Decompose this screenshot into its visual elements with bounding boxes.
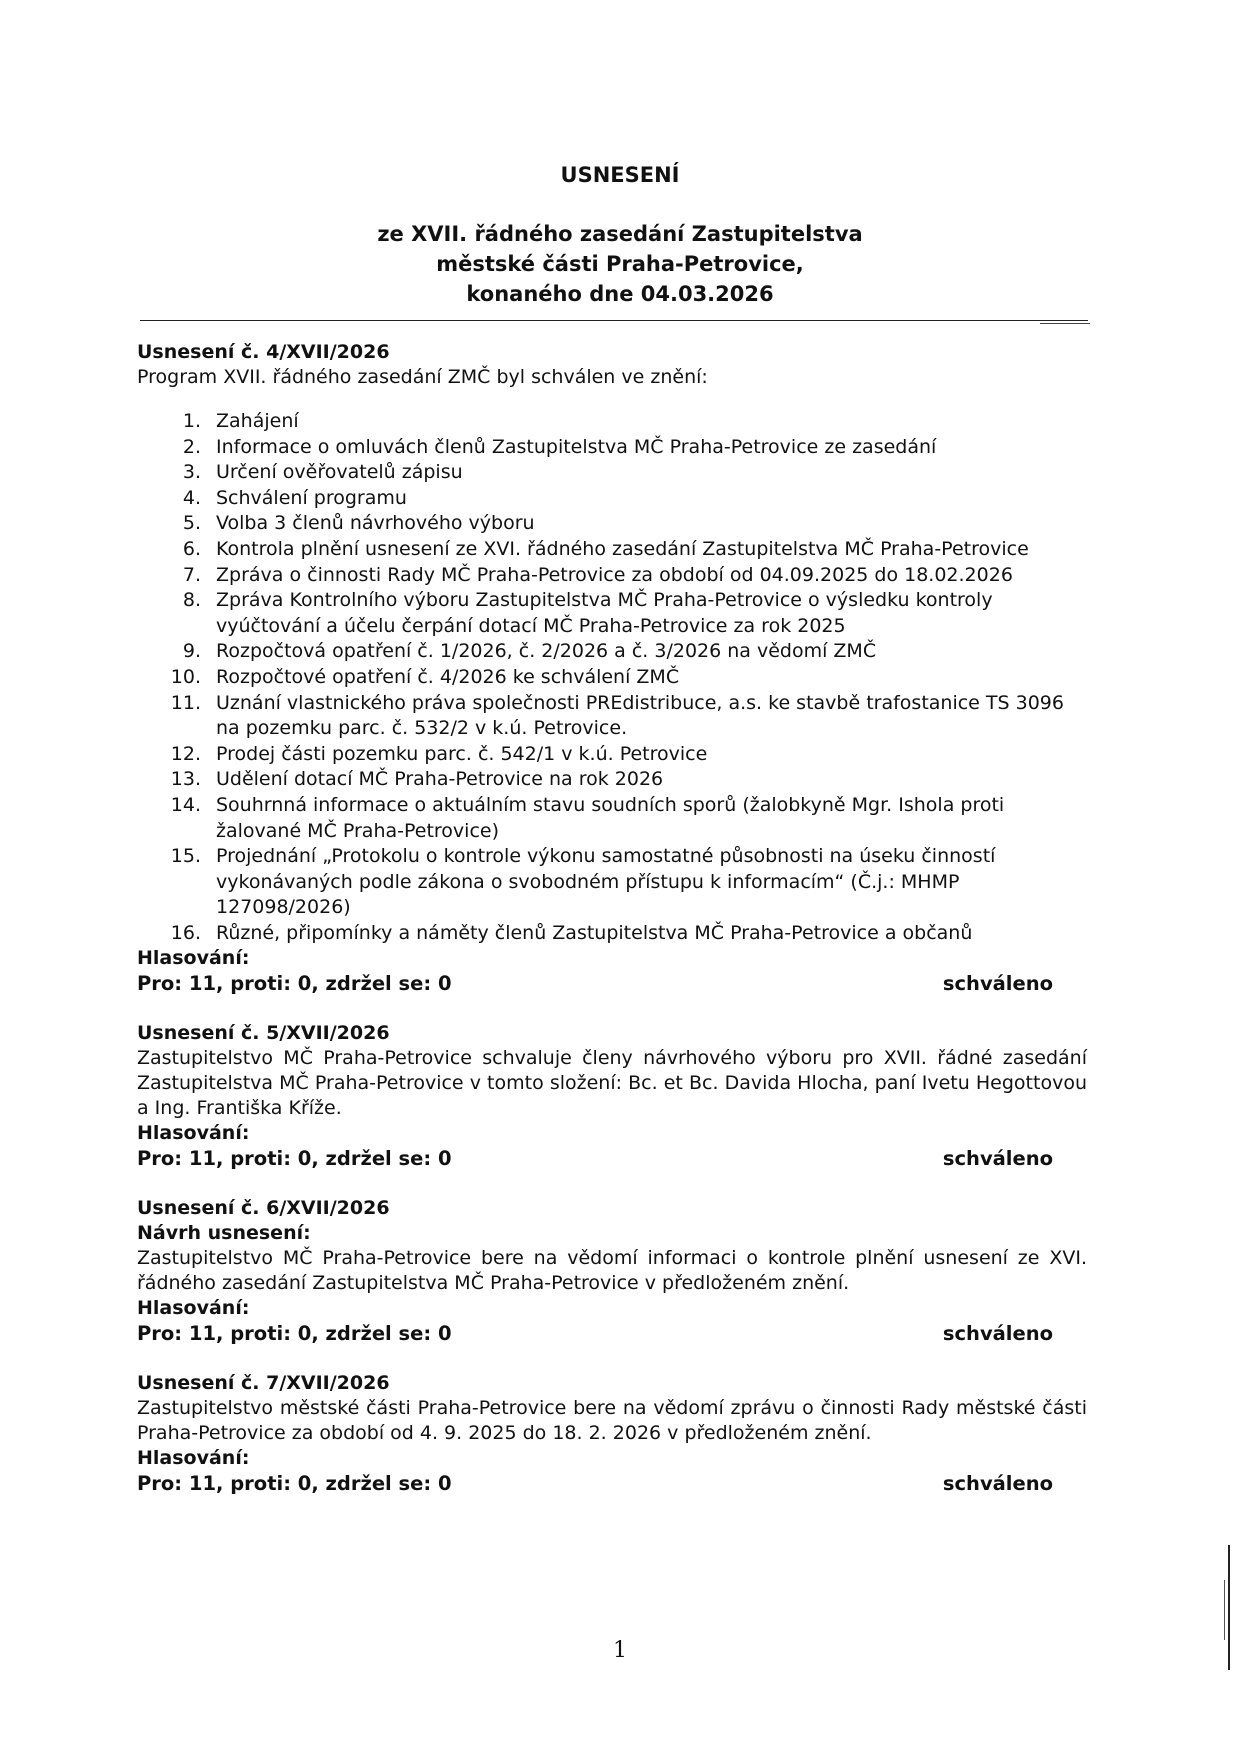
- resolution-number: Usnesení č. 6/XVII/2026: [137, 1197, 390, 1220]
- resolution-7: [137, 1371, 1087, 1496]
- agenda-item-number: 16.: [170, 921, 201, 944]
- agenda-item-number: 5.: [182, 512, 201, 535]
- vote-row: [137, 971, 1087, 996]
- vote-row: [137, 1471, 1087, 1496]
- vote-result: schváleno: [942, 1147, 1053, 1171]
- vote-result: schváleno: [942, 1322, 1053, 1346]
- agenda-item: [137, 511, 1087, 537]
- agenda-item-number: 1.: [182, 410, 201, 432]
- voting-label: Hlasování:: [137, 947, 250, 970]
- vote-row: [137, 1321, 1087, 1346]
- resolution-text: Zastupitelstvo městské části Praha-Petrovice bere na vědomí zprávu o činnosti Rady městské části Praha-Petrovice za období od 4. 9. 2025 do 18. 2. 2026 v předloženém znění.: [137, 1397, 1087, 1445]
- document-header: [0, 160, 1240, 309]
- agenda-item: [137, 563, 1087, 589]
- agenda-item-text: Uznání vlastnického práva společnosti PREdistribuce, a.s. ke stavbě trafostanice TS 3096 na pozemku parc. č. 532/2 v k.ú. Petrovice.: [216, 691, 1064, 740]
- agenda-item-text: Volba 3 členů návrhového výboru: [216, 512, 535, 535]
- agenda-item: [137, 460, 1087, 486]
- agenda-item-number: 11.: [170, 691, 201, 714]
- vote-count: Pro: 11, proti: 0, zdržel se: 0: [137, 1472, 452, 1496]
- agenda-item-text: Určení ověřovatelů zápisu: [216, 461, 463, 484]
- agenda-item-text: Zpráva o činnosti Rady MČ Praha-Petrovice za období od 04.09.2025 do 18.02.2026: [216, 563, 1013, 586]
- agenda-item-number: 12.: [170, 742, 201, 765]
- agenda-item: [137, 844, 1087, 921]
- page-number: 1: [613, 1638, 627, 1663]
- agenda-item-text: Rozpočtové opatření č. 4/2026 ke schválení ZMČ: [216, 665, 680, 688]
- agenda-item-number: 4.: [182, 486, 201, 509]
- voting-label: Hlasování:: [137, 1122, 250, 1145]
- agenda-item-text: Souhrnná informace o aktuálním stavu soudních sporů (žalobkyně Mgr. Ishola proti žalované MČ Praha-Petrovice): [216, 793, 1005, 842]
- agenda-item: [137, 409, 1087, 435]
- vote-row: [137, 1146, 1087, 1171]
- agenda-item-text: Udělení dotací MČ Praha-Petrovice na rok 2026: [216, 768, 664, 791]
- agenda-item: [137, 537, 1087, 563]
- agenda-item: [137, 921, 1087, 947]
- resolution-number: Usnesení č. 4/XVII/2026: [137, 341, 390, 363]
- agenda-item-number: 14.: [170, 793, 201, 816]
- vote-count: Pro: 11, proti: 0, zdržel se: 0: [137, 1147, 452, 1171]
- resolution-intro: Program XVII. řádného zasedání ZMČ byl schválen ve znění:: [137, 366, 708, 388]
- agenda-item-number: 8.: [182, 589, 201, 612]
- agenda-item-text: Různé, připomínky a náměty členů Zastupitelstva MČ Praha-Petrovice a občanů: [216, 921, 973, 944]
- vote-count: Pro: 11, proti: 0, zdržel se: 0: [137, 1322, 452, 1346]
- voting-label: Hlasování:: [137, 1447, 250, 1470]
- document-title: USNESENÍ: [560, 163, 680, 187]
- header-divider-tail: [1040, 323, 1090, 324]
- resolution-number: Usnesení č. 7/XVII/2026: [137, 1372, 390, 1395]
- agenda-list: [137, 409, 1087, 946]
- header-line-session: ze XVII. řádného zasedání Zastupitelstva: [377, 222, 863, 246]
- agenda-item-text: Rozpočtová opatření č. 1/2026, č. 2/2026 a č. 3/2026 na vědomí ZMČ: [216, 640, 877, 663]
- vote-count: Pro: 11, proti: 0, zdržel se: 0: [137, 972, 452, 996]
- resolution-number: Usnesení č. 5/XVII/2026: [137, 1022, 390, 1045]
- header-line-date: konaného dne 04.03.2026: [466, 282, 774, 306]
- agenda-item-number: 15.: [170, 845, 201, 868]
- agenda-item: [137, 767, 1087, 793]
- agenda-item-number: 10.: [170, 665, 201, 688]
- agenda-item-text: Schválení programu: [216, 486, 407, 509]
- agenda-item-text: Informace o omluvách členů Zastupitelstva MČ Praha-Petrovice ze zasedání: [216, 435, 937, 458]
- agenda-item: [137, 435, 1087, 461]
- resolution-text: Zastupitelstvo MČ Praha-Petrovice schvaluje členy návrhového výboru pro XVII. řádné zasedání Zastupitelstva MČ Praha-Petrovice v tomto složení: Bc. et Bc. Davida Hlocha, paní Ivetu Hegottovou a Ing. Františka Kříže.: [137, 1047, 1087, 1120]
- vote-result: schváleno: [942, 972, 1053, 996]
- agenda-item-text: Zpráva Kontrolního výboru Zastupitelstva MČ Praha-Petrovice o výsledku kontroly vyúčtování a účelu čerpání dotací MČ Praha-Petrovice za rok 2025: [216, 589, 993, 637]
- agenda-item-text: Kontrola plnění usnesení ze XVI. řádného zasedání Zastupitelstva MČ Praha-Petrovice: [216, 537, 1029, 560]
- voting-label: Hlasování:: [137, 1297, 250, 1320]
- agenda-item: [137, 742, 1087, 768]
- resolution-5: [137, 1021, 1087, 1171]
- agenda-item-text: Zahájení: [216, 410, 299, 432]
- agenda-item: [137, 639, 1087, 665]
- agenda-item-text: Prodej části pozemku parc. č. 542/1 v k.ú. Petrovice: [216, 742, 708, 765]
- resolution-6: [137, 1196, 1087, 1346]
- agenda-item-number: 7.: [182, 563, 201, 586]
- scan-edge-mark: [1228, 1545, 1230, 1670]
- agenda-item-number: 6.: [182, 537, 201, 560]
- agenda-item: [137, 793, 1087, 844]
- scan-edge-mark-secondary: [1224, 1580, 1225, 1640]
- agenda-item-number: 9.: [182, 640, 201, 663]
- agenda-item-number: 13.: [170, 768, 201, 791]
- resolution-text: Zastupitelstvo MČ Praha-Petrovice bere na vědomí informaci o kontrole plnění usnesení ze XVI. řádného zasedání Zastupitelstva MČ Praha-Petrovice v předloženém znění.: [137, 1247, 1087, 1295]
- agenda-item: [137, 665, 1087, 691]
- agenda-item: [137, 691, 1087, 742]
- vote-result: schváleno: [942, 1472, 1053, 1496]
- proposal-label: Návrh usnesení:: [137, 1222, 311, 1245]
- header-divider: [140, 320, 1088, 321]
- agenda-item: [137, 486, 1087, 512]
- header-line-district: městské části Praha-Petrovice,: [436, 252, 804, 276]
- document-body: [137, 340, 1087, 1496]
- agenda-item-number: 2.: [182, 435, 201, 458]
- agenda-item-text: Projednání „Protokolu o kontrole výkonu samostatné působnosti na úseku činností vykonávaných podle zákona o svobodném přístupu k informacím“ (Č.j.: MHMP 127098/2026): [216, 845, 996, 919]
- agenda-item: [137, 588, 1087, 639]
- resolution-4: [137, 340, 1087, 996]
- agenda-item-number: 3.: [182, 461, 201, 484]
